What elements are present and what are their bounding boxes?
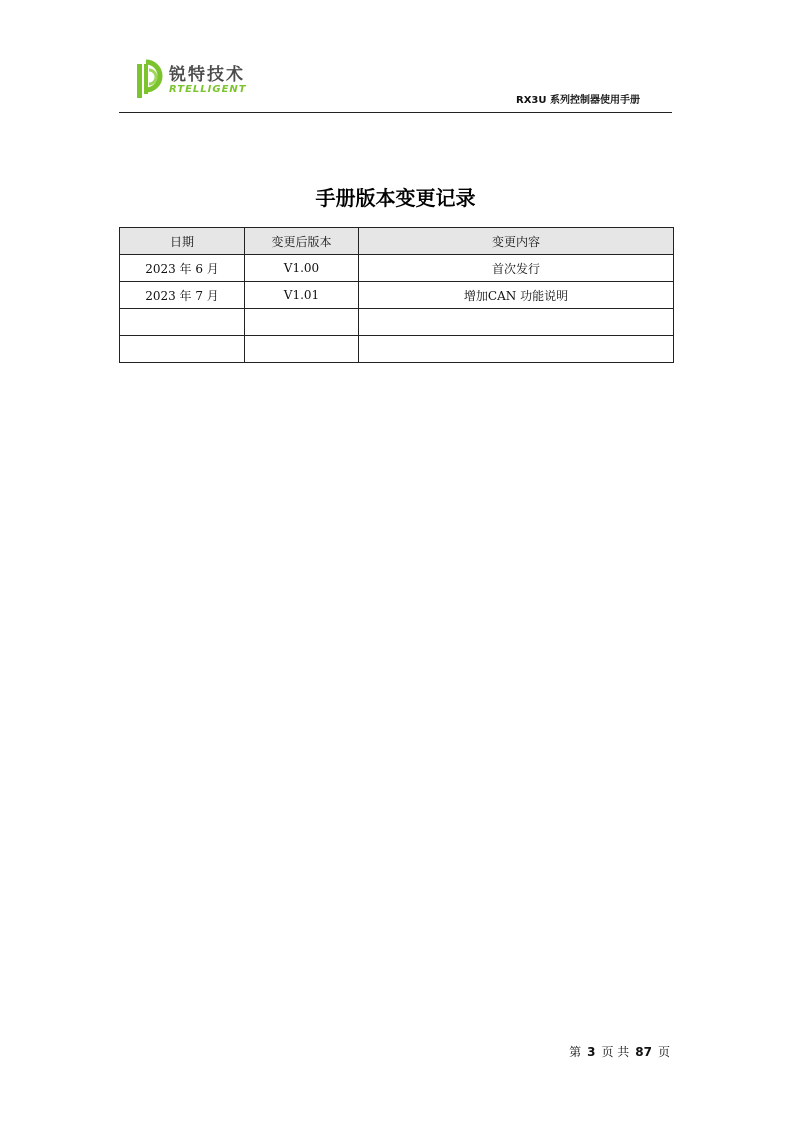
cell-date [120,336,245,363]
current-page-number: 3 [587,1045,596,1059]
footer-middle: 页 共 [601,1045,630,1059]
cell-date: 2023 年 7 月 [120,282,245,309]
table-row [120,309,674,336]
column-header-version: 变更后版本 [245,228,359,255]
cell-changes [359,336,674,363]
table-row [120,336,674,363]
cell-date: 2023 年 6 月 [120,255,245,282]
column-header-date: 日期 [120,228,245,255]
cell-version [245,309,359,336]
header-divider [119,112,672,113]
cell-version: V1.00 [245,255,359,282]
revision-table [119,227,674,363]
cell-version: V1.01 [245,282,359,309]
page-heading: 手册版本变更记录 [315,186,476,210]
page-header [119,56,672,113]
logo-english-name: RTELLIGENT [169,84,247,95]
column-header-changes: 变更内容 [359,228,674,255]
cell-version [245,336,359,363]
page-footer [567,1043,672,1060]
logo-chinese-name: 锐特技术 [169,65,245,85]
document-title: RX3U 系列控制器使用手册 [516,95,640,106]
footer-prefix: 第 [569,1045,582,1059]
table-row [120,282,674,309]
rtelligent-logo-icon [135,56,167,100]
table-row [120,255,674,282]
footer-suffix: 页 [657,1045,670,1059]
cell-changes: 增加CAN 功能说明 [359,282,674,309]
cell-date [120,309,245,336]
cell-changes: 首次发行 [359,255,674,282]
company-logo [135,56,285,100]
table-header-row [120,228,674,255]
cell-changes [359,309,674,336]
total-page-count: 87 [635,1045,652,1059]
